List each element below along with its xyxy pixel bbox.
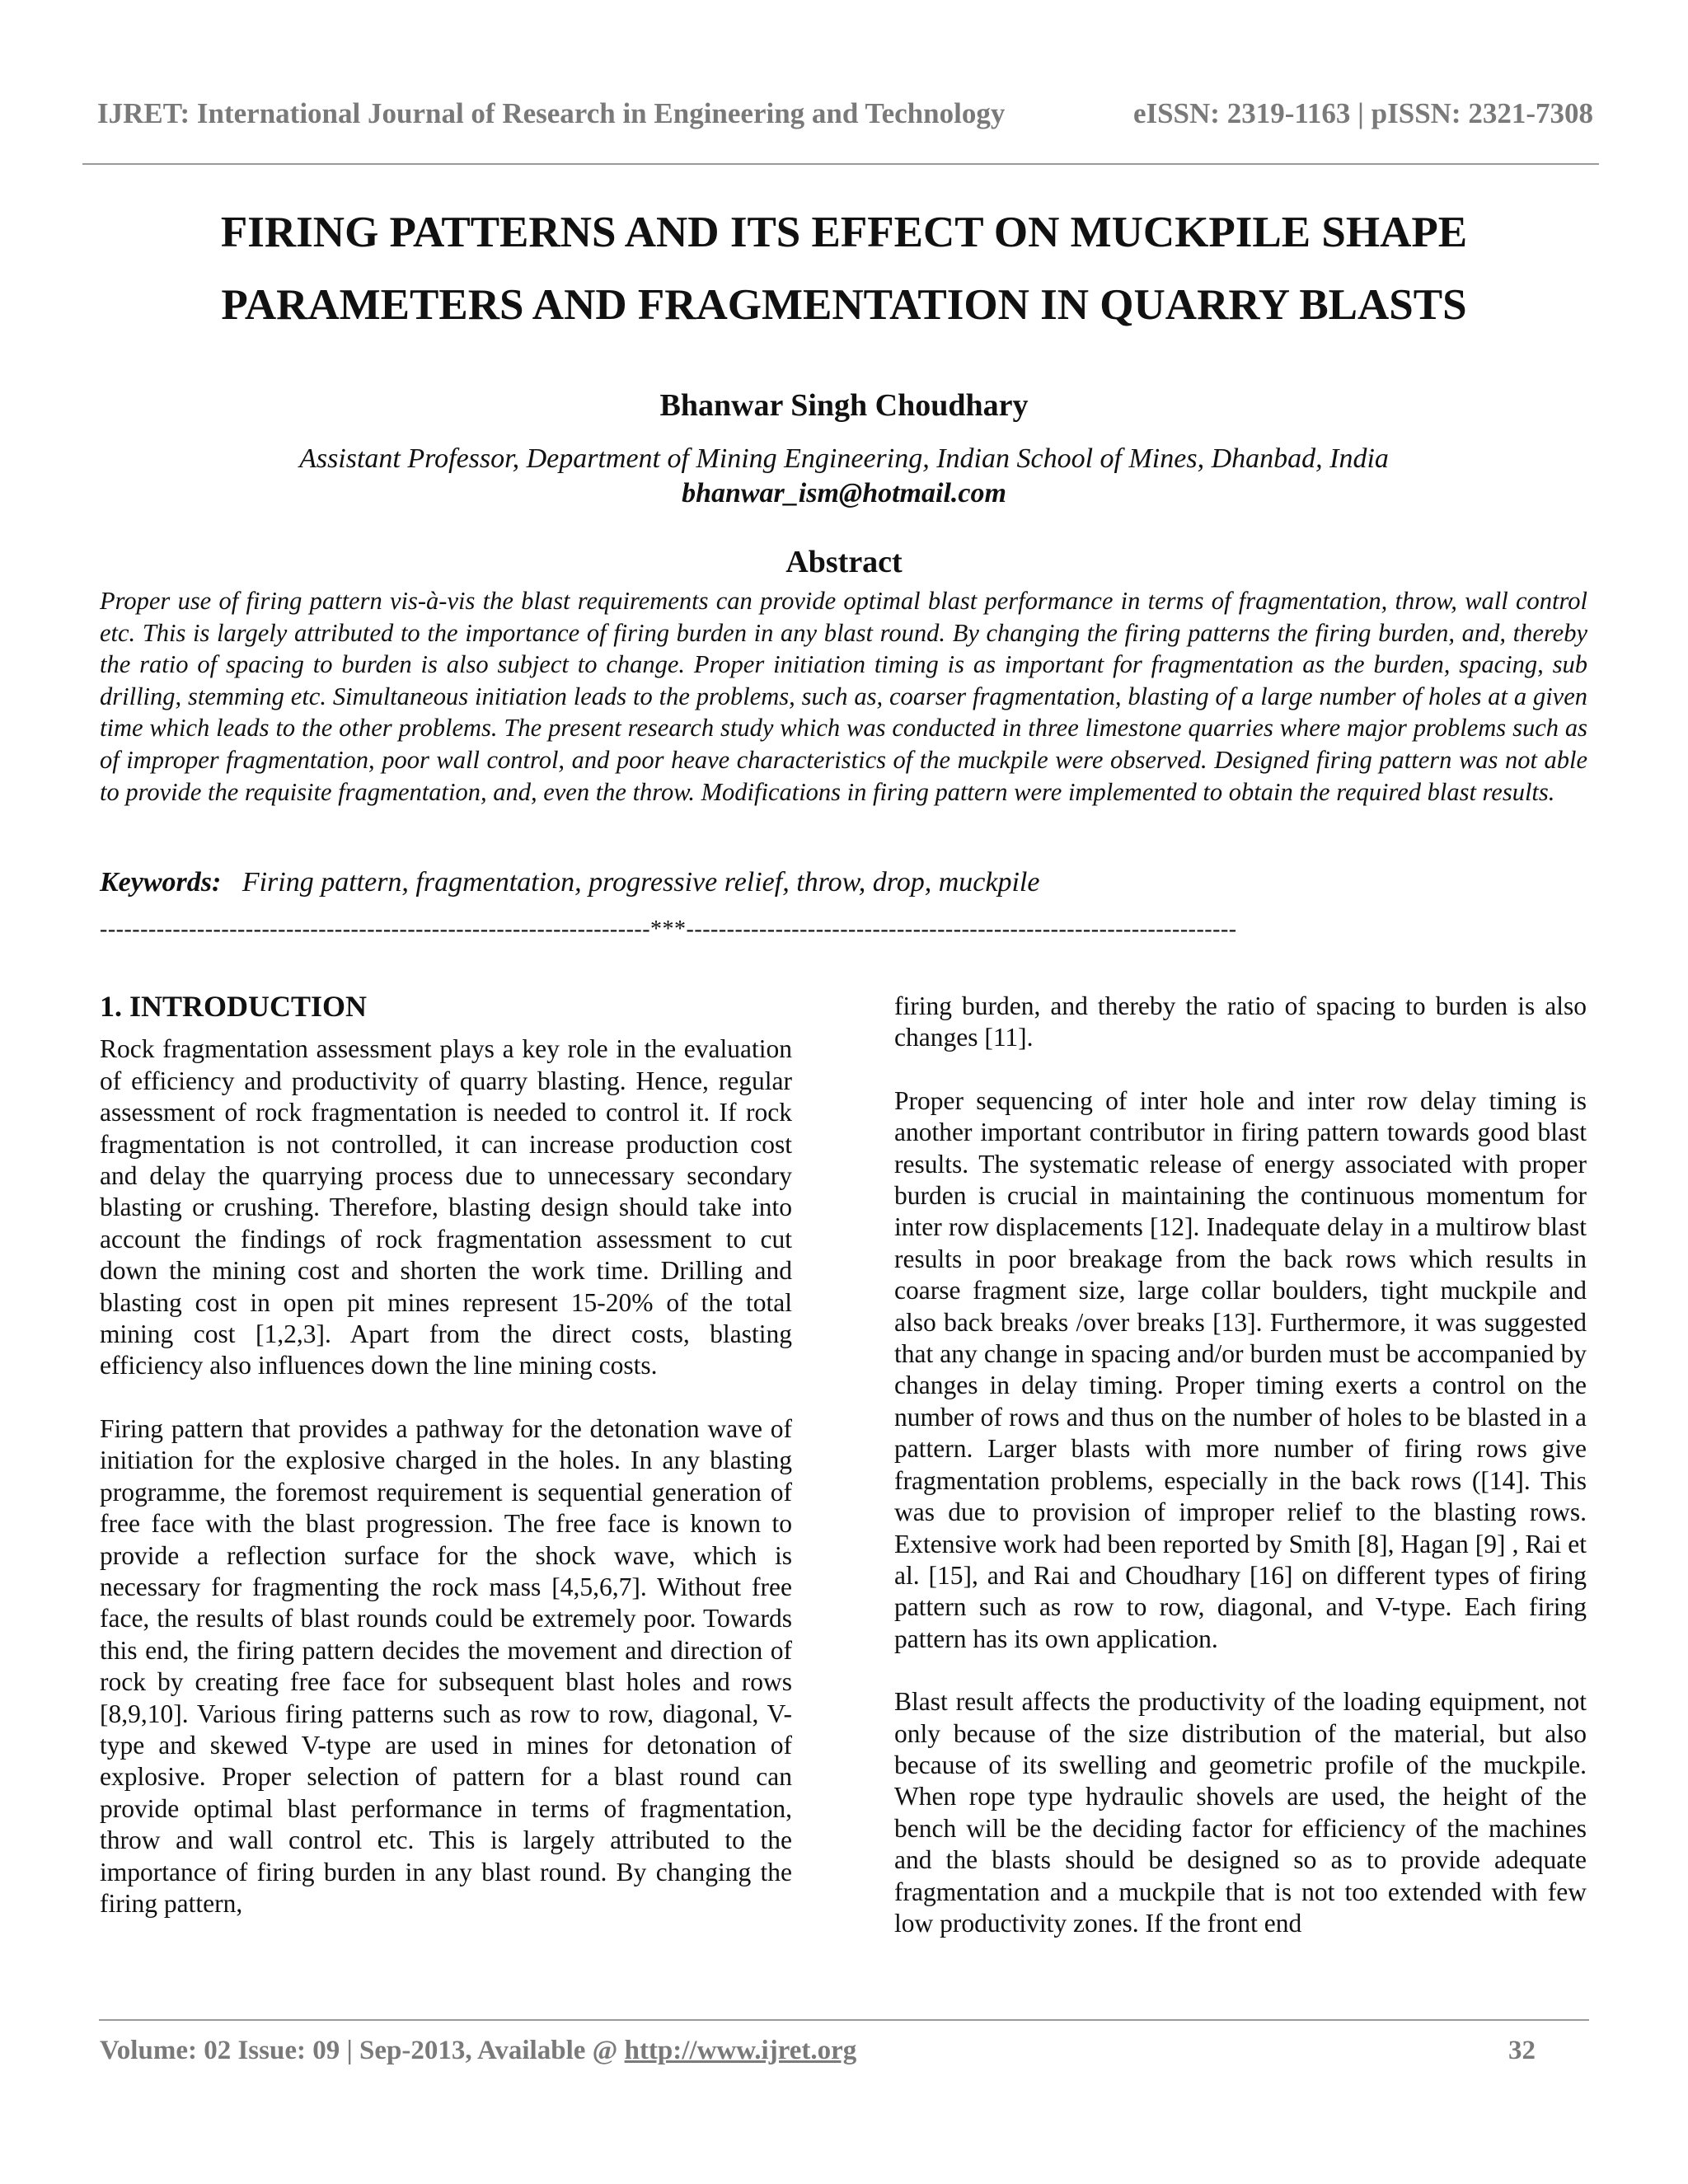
- issn: eISSN: 2319-1163 | pISSN: 2321-7308: [1132, 97, 1593, 129]
- right-column: [894, 991, 1587, 1971]
- abstract-text: Proper use of firing pattern vis-à-vis the blast requirements can provide optimal blast performance in terms of fragmentation, throw, wall control etc. This is largely attributed to the importance of firing burden in any blast round. By changing the firing patterns the firing burden, and, thereby the ratio of spacing to burden is also subject to change. Proper initiation timing is as important for fragmentation as the burden, spacing, sub drilling, stemming etc. Simultaneous initiation leads to the problems, such as, coarser fragmentation, blasting of a large number of holes at a given time which leads to the other problems. The present research study which was conducted in three limestone quarries where major problems such as of improper fragmentation, poor wall control, and poor heave characteristics of the muckpile were observed. Designed firing pattern was not able to provide the requisite fragmentation, and, even the throw. Modifications in firing pattern were implemented to obtain the required blast results.: [100, 587, 1587, 806]
- author-email: bhanwar_ism@hotmail.com: [682, 478, 1006, 509]
- title-line-2: PARAMETERS AND FRAGMENTATION IN QUARRY BLASTS: [221, 281, 1467, 329]
- paragraph: Proper sequencing of inter hole and inter row delay timing is another important contributor in firing pattern towards good blast results. The systematic release of energy associated with proper burden is crucial in maintaining the continuous momentum for inter row displacements [12]. Inadequate delay in a multirow blast results in poor breakage from the back rows which results in coarse fragment size, large collar boulders, tight muckpile and also back breaks /over breaks [13]. Furthermore, it was suggested that any change in spacing and/or burden must be accompanied by changes in delay timing. Proper timing exerts a control on the number of rows and thus on the number of holes to be blasted in a pattern. Larger blasts with more number of firing rows give fragmentation problems, especially in the back rows ([14]. This was due to provision of improper relief to the blasting rows. Extensive work had been reported by Smith [8], Hagan [9] , Rai et al. [15], and Rai and Choudhary [16] on different types of firing pattern such as row to row, diagonal, and V-type. Each firing pattern has its own application.: [894, 1085, 1587, 1653]
- section-separator: --------------------------------------------------------------------***--------------------------------------------------------------------: [100, 916, 1237, 942]
- running-header: [97, 97, 1593, 130]
- page-number: 32: [1508, 2036, 1536, 2065]
- left-column: [100, 981, 792, 1951]
- running-footer: [100, 2036, 1536, 2066]
- paragraph: Firing pattern that provides a pathway for the detonation wave of initiation for the explosive charged in the holes. In any blasting programme, the foremost requirement is sequential generation of free face with the blast progression. The free face is known to provide a reflection surface for the shock wave, which is necessary for fragmenting the rock mass [4,5,6,7]. Without free face, the results of blast rounds could be extremely poor. Towards this end, the firing pattern decides the movement and direction of rock by creating free face for subsequent blast holes and rows [8,9,10]. Various firing patterns such as row to row, diagonal, V-type and skewed V-type are used in mines for detonation of explosive. Proper selection of pattern for a blast round can provide optimal blast performance in terms of fragmentation, throw and wall control etc. This is largely attributed to the importance of firing burden in any blast round. By changing the firing pattern,: [100, 1413, 792, 1918]
- footer-divider: [99, 2019, 1589, 2021]
- journal-url-link[interactable]: http://www.ijret.org: [624, 2036, 857, 2065]
- section-heading-introduction: 1. INTRODUCTION: [100, 990, 368, 1023]
- volume-text: Volume: 02 Issue: 09 | Sep-2013, Available @: [100, 2036, 625, 2065]
- paragraph: Blast result affects the productivity of the loading equipment, not only because of the size distribution of the material, but also because of its swelling and geometric profile of the muckpile. When rope type hydraulic shovels are used, the height of the bench will be the deciding factor for efficiency of the machines and the blasts should be designed so as to provide adequate fragmentation and a muckpile that is not too extended with few low productivity zones. If the front end: [894, 1687, 1587, 1938]
- paragraph: Rock fragmentation assessment plays a key role in the evaluation of efficiency and productivity of quarry blasting. Hence, regular assessment of rock fragmentation is needed to control it. If rock fragmentation is not controlled, it can increase production cost and delay the quarrying process due to unnecessary secondary blasting or crushing. Therefore, blasting design should take into account the findings of rock fragmentation assessment to cut down the mining cost and shorten the work time. Drilling and blasting cost in open pit mines represent 15-20% of the total mining cost [1,2,3]. Apart from the direct costs, blasting efficiency also influences down the line mining costs.: [100, 1034, 792, 1380]
- header-divider: [82, 163, 1599, 165]
- journal-name: IJRET: International Journal of Research in Engineering and Technology: [97, 97, 1006, 129]
- author-name: Bhanwar Singh Choudhary: [659, 388, 1029, 423]
- author-affiliation-block: [99, 442, 1589, 511]
- abstract-heading: Abstract: [785, 545, 903, 579]
- author-affiliation: Assistant Professor, Department of Mining Engineering, Indian School of Mines, Dhanbad, India: [299, 443, 1389, 474]
- keywords-text: Firing pattern, fragmentation, progressive relief, throw, drop, muckpile: [241, 867, 1040, 898]
- keywords: [100, 867, 1587, 898]
- paper-title: [99, 196, 1589, 341]
- footer-volume-info: [100, 2036, 856, 2066]
- paragraph: firing burden, and thereby the ratio of spacing to burden is also changes [11].: [894, 991, 1587, 1052]
- keywords-label: Keywords:: [100, 867, 222, 898]
- title-line-1: FIRING PATTERNS AND ITS EFFECT ON MUCKPILE SHAPE: [220, 209, 1468, 256]
